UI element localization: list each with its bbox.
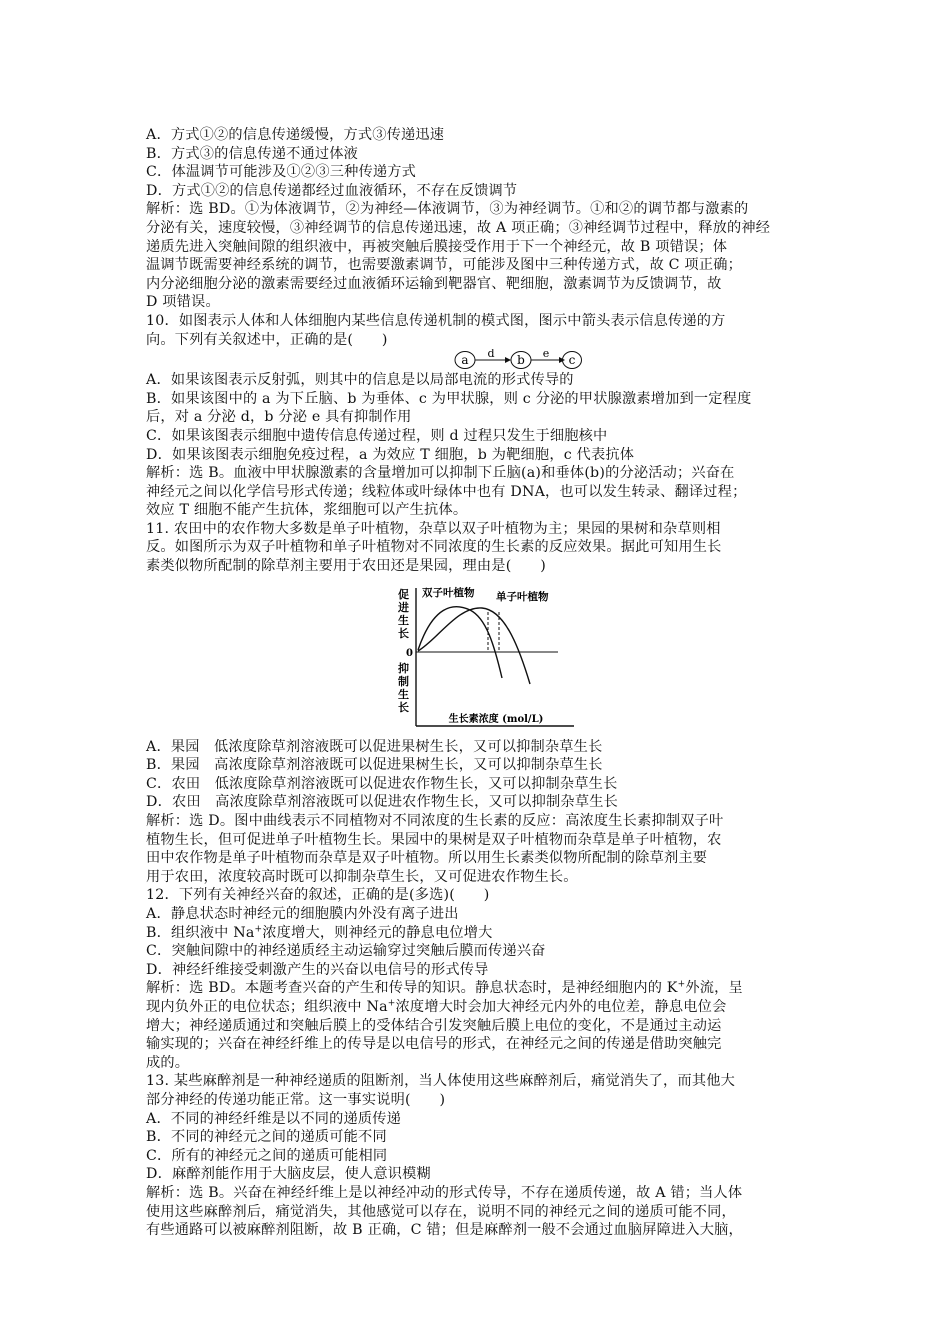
- node-c-label: c: [568, 353, 576, 368]
- q10-option-a: A．如果该图表示反射弧，则其中的信息是以局部电流的形式传导的: [146, 372, 574, 389]
- q12-analysis-line: 成的。: [146, 1054, 190, 1071]
- q11-option-b: B．果园 高浓度除草剂溶液既可以促进果树生长，又可以抑制杂草生长: [146, 757, 603, 774]
- q12-analysis-line: 输实现的；兴奋在神经纤维上的传导是以电信号的形式，在神经元之间的传递是借助突触完: [146, 1036, 722, 1053]
- q9-option-b: B．方式③的信息传递不通过体液: [146, 145, 359, 162]
- q13-option-a: A．不同的神经纤维是以不同的递质传递: [146, 1110, 402, 1127]
- zero-label: 0: [406, 647, 413, 659]
- node-b-label: b: [517, 353, 525, 368]
- q13-option-c: C．所有的神经元之间的递质可能相同: [146, 1147, 388, 1164]
- q13-stem-line: 部分神经的传递功能正常。这一事实说明( ): [146, 1091, 446, 1108]
- node-a-label: a: [461, 353, 469, 368]
- q11-option-d: D．农田 高浓度除草剂溶液既可以促进农作物生长，又可以抑制杂草生长: [146, 794, 618, 811]
- q12-option-b-pre: B．组织液中 Na: [146, 924, 255, 941]
- monocot-curve: [418, 608, 530, 684]
- q13-option-b: B．不同的神经元之间的递质可能不同: [146, 1129, 387, 1146]
- q10-flow-svg: [453, 349, 583, 371]
- q11-option-a: A．果园 低浓度除草剂溶液既可以促进果树生长，又可以抑制杂草生长: [146, 738, 603, 755]
- document-page: [146, 126, 810, 1240]
- q12-option-b-sup: +: [254, 923, 263, 934]
- series-label-monocot: 单子叶植物: [496, 590, 549, 603]
- q9-option-c: C．体温调节可能涉及①②③三种传递方式: [146, 164, 417, 181]
- q10-stem-line: 向。下列有关叙述中，正确的是( ): [146, 331, 388, 348]
- q11-growth-chart: [146, 584, 810, 734]
- q12-an2-post: 浓度增大时会加大神经元内外的电位差，静息电位会: [395, 998, 727, 1015]
- q9-analysis-line: D 项错误。: [146, 294, 220, 311]
- q13-stem-line: 13. 某些麻醉剂是一种神经递质的阻断剂，当人体使用这些麻醉剂后，痛觉消失了，而其他大: [146, 1073, 735, 1090]
- q11-stem-line: 11. 农田中的农作物大多数是单子叶植物，杂草以双子叶植物为主；果园的果树和杂草则相: [146, 520, 721, 537]
- y-label-promote-2: 进: [398, 600, 409, 614]
- arrow-d-label: d: [487, 349, 495, 361]
- q13-option-d: D．麻醉剂能作用于大脑皮层，使人意识模糊: [146, 1166, 431, 1183]
- q9-option-a: A．方式①②的信息传递缓慢，方式③传递迅速: [146, 127, 445, 143]
- q11-stem-line: 素类似物所配制的除草剂主要用于农田还是果园，理由是( ): [146, 558, 546, 575]
- q9-analysis-line: 分泌有关，速度较慢，③神经调节的信息传递迅速，故 A 项正确；③神经调节过程中，释放的神经: [146, 219, 771, 236]
- q12-option-b-post: 浓度增大，则神经元的静息电位增大: [262, 924, 493, 941]
- q11-stem-line: 反。如图所示为双子叶植物和单子叶植物对不同浓度的生长素的反应效果。据此可知用生长: [146, 539, 722, 556]
- q12-option-a: A．静息状态时神经元的细胞膜内外没有离子进出: [146, 906, 459, 922]
- q12-an1-pre: 解析：选 BD。本题考查兴奋的产生和传导的知识。静息状态时，是神经细胞内的 K: [146, 980, 678, 997]
- q12-option-d: D．神经纤维接受刺激产生的兴奋以电信号的形式传导: [146, 961, 489, 978]
- q10-option-d: D．如果该图表示细胞免疫过程，a 为效应 T 细胞，b 为靶细胞，c 代表抗体: [146, 446, 635, 463]
- q10-flow-diagram: [226, 349, 810, 371]
- x-axis-label: 生长素浓度 (mol/L): [448, 713, 544, 725]
- dicot-curve: [418, 606, 502, 677]
- q13-analysis-line: 解析：选 B。兴奋在神经纤维上是以神经冲动的形式传导，不存在递质传递，故 A 错；当人体: [146, 1184, 743, 1201]
- q9-analysis-line: 内分泌细胞分泌的激素需要经过血液循环运输到靶器官、靶细胞，激素调节为反馈调节，故: [146, 275, 722, 292]
- q12-option-b: [146, 924, 810, 943]
- q10-analysis-line: 效应 T 细胞不能产生抗体，浆细胞可以产生抗体。: [146, 502, 468, 519]
- q9-option-d: D．方式①②的信息传递都经过血液循环，不存在反馈调节: [146, 182, 518, 199]
- q13-analysis-line: 使用这些麻醉剂后，痛觉消失，其他感觉可以存在，说明不同的神经元之间的递质可能不同，: [146, 1203, 736, 1220]
- arrow-d-head: [505, 357, 511, 363]
- q10-analysis-line: 解析：选 B。血液中甲状腺激素的含量增加可以抑制下丘脑(a)和垂体(b)的分泌活动；兴奋在: [146, 465, 735, 482]
- q12-an1-post: 外流，呈: [685, 980, 743, 997]
- q9-analysis-line: 温调节既需要神经系统的调节，也需要激素调节，可能涉及图中三种传递方式，故 C 项正确；: [146, 257, 742, 274]
- series-label-dicot: 双子叶植物: [422, 586, 475, 599]
- y-label-inhibit-3: 生: [398, 687, 409, 701]
- q12-analysis-line: [146, 998, 810, 1017]
- q10-analysis-line: 神经元之间以化学信号形式传递；线粒体或叶绿体中也有 DNA，也可以发生转录、翻译过程；: [146, 483, 747, 500]
- y-label-promote-3: 生: [398, 613, 409, 627]
- q10-option-b-line: 后，对 a 分泌 d，b 分泌 e 具有抑制作用: [146, 409, 412, 426]
- y-label-promote-1: 促: [398, 587, 409, 601]
- q12-an2-pre: 现内负外正的电位状态；组织液中 Na: [146, 998, 388, 1015]
- y-label-inhibit-4: 长: [398, 700, 409, 714]
- q10-option-b-line: B．如果该图中的 a 为下丘脑、b 为垂体、c 为甲状腺，则 c 分泌的甲状腺激素增加到一定程度: [146, 390, 752, 407]
- y-label-inhibit-2: 制: [398, 674, 409, 688]
- q12-analysis-line: 增大；神经递质通过和突触后膜上的受体结合引发突触后膜上电位的变化，不是通过主动运: [146, 1017, 722, 1034]
- q12-analysis-line: [146, 979, 810, 998]
- q12-stem: 12．下列有关神经兴奋的叙述，正确的是(多选)( ): [146, 887, 490, 904]
- q10-option-c: C．如果该图表示细胞中遗传信息传递过程，则 d 过程只发生于细胞核中: [146, 427, 608, 444]
- q11-option-c: C．农田 低浓度除草剂溶液既可以促进农作物生长，又可以抑制杂草生长: [146, 775, 618, 792]
- y-label-promote-4: 长: [398, 626, 409, 640]
- q11-analysis-line: 用于农田，浓度较高时既可以抑制杂草生长，又可促进农作物生长。: [146, 868, 578, 885]
- y-label-inhibit-1: 抑: [398, 661, 409, 675]
- q11-analysis-line: 植物生长，但可促进单子叶植物生长。果园中的果树是双子叶植物而杂草是单子叶植物，农: [146, 831, 722, 848]
- q9-analysis-line: 解析：选 BD。①为体液调节，②为神经—体液调节，③为神经调节。①和②的调节都与激素的: [146, 201, 749, 218]
- q11-analysis-line: 解析：选 D。图中曲线表示不同植物对不同浓度的生长素的反应：高浓度生长素抑制双子叶: [146, 813, 724, 830]
- growth-chart-svg: [378, 584, 578, 734]
- q9-analysis-line: 递质先进入突触间隙的组织液中，再被突触后膜接受作用于下一个神经元，故 B 项错误；体: [146, 238, 728, 255]
- arrow-e-label: e: [542, 349, 550, 361]
- q12-option-c: C．突触间隙中的神经递质经主动运输穿过突触后膜而传递兴奋: [146, 943, 546, 960]
- q12-an2-sup: +: [387, 998, 396, 1009]
- q10-stem-line: 10．如图表示人体和人体细胞内某些信息传递机制的模式图，图示中箭头表示信息传递的方: [146, 312, 726, 329]
- q13-analysis-line: 有些通路可以被麻醉剂阻断，故 B 正确，C 错；但是麻醉剂一般不会通过血脑屏障进入大脑，: [146, 1222, 743, 1239]
- q12-an1-sup: +: [677, 979, 686, 990]
- q11-analysis-line: 田中农作物是单子叶植物而杂草是双子叶植物。所以用生长素类似物所配制的除草剂主要: [146, 850, 708, 867]
